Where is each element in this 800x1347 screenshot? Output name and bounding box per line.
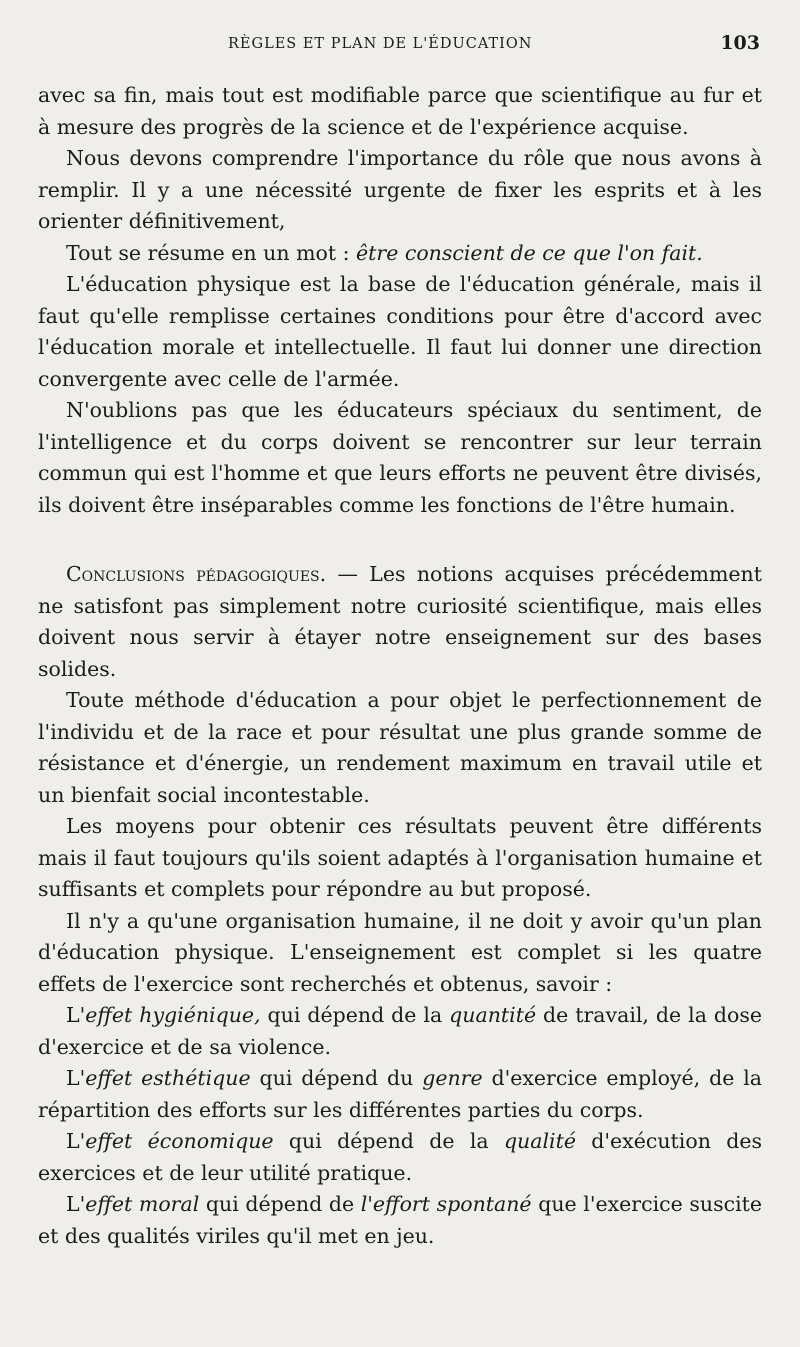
body-text xyxy=(38,80,762,1252)
paragraph-effect-economic: L'effet économique qui dépend de la qualité d'exécution des exercices et de leur utilité pratique. xyxy=(38,1129,762,1185)
paragraph-educators: N'oublions pas que les éducateurs spéciaux du sentiment, de l'intelligence et du corps doivent se rencontrer sur leur terrain commun qui est l'homme et que leurs efforts ne peuvent être divisés, ils doivent être inséparables comme les fonctions de l'être humain. xyxy=(38,398,762,517)
paragraph-continuation: avec sa fin, mais tout est modifiable parce que scientifique au fur et à mesure des progrès de la science et de l'expérience acquise. xyxy=(38,83,762,139)
paragraph-organisation: Il n'y a qu'une organisation humaine, il ne doit y avoir qu'un plan d'éducation physique. L'enseignement est complet si les quatre effets de l'exercice sont recherchés et obtenus, savoir : xyxy=(38,908,762,996)
page-header xyxy=(0,30,800,62)
paragraph-role: Nous devons comprendre l'importance du rôle que nous avons à remplir. Il y a une nécessité urgente de fixer les esprits et à les orienter définitivement, xyxy=(38,146,762,233)
paragraph-method: Toute méthode d'éducation a pour objet le perfectionnement de l'individu et de la race et pour résultat une plus grande somme de résistance et d'énergie, un rendement maximum en travail utile et un bienfait social incontestable. xyxy=(38,688,762,807)
paragraph-physical-education: L'éducation physique est la base de l'éducation générale, mais il faut qu'elle remplisse certaines conditions pour être d'accord avec l'éducation morale et intellectuelle. Il faut lui donner une direction convergente avec celle de l'armée. xyxy=(38,272,762,391)
page-number: 103 xyxy=(720,32,760,54)
section-heading: Conclusions pédagogiques. xyxy=(66,562,327,586)
running-head: RÈGLES ET PLAN DE L'ÉDUCATION xyxy=(228,36,533,52)
paragraph-effect-hygienic: L'effet hygiénique, qui dépend de la quantité de travail, de la dose d'exercice et de sa violence. xyxy=(38,1003,762,1059)
paragraph-effect-aesthetic: L'effet esthétique qui dépend du genre d'exercice employé, de la répartition des efforts sur les différentes parties du corps. xyxy=(38,1066,762,1122)
section-divider-space xyxy=(38,521,762,559)
paragraph-means: Les moyens pour obtenir ces résultats peuvent être différents mais il faut toujours qu'ils soient adaptés à l'organisation humaine et suffisants et complets pour répondre au but proposé. xyxy=(38,814,762,901)
paragraph-effect-moral: L'effet moral qui dépend de l'effort spontané que l'exercice suscite et des qualités viriles qu'il met en jeu. xyxy=(38,1192,763,1248)
paragraph-summary: Tout se résume en un mot : être conscient de ce que l'on fait. xyxy=(66,240,703,265)
paragraph-conclusions: Conclusions pédagogiques. — Les notions acquises précédemment ne satisfont pas simplement notre curiosité scientifique, mais elles doivent nous servir à étayer notre enseignement sur des bases solides. xyxy=(38,562,762,681)
